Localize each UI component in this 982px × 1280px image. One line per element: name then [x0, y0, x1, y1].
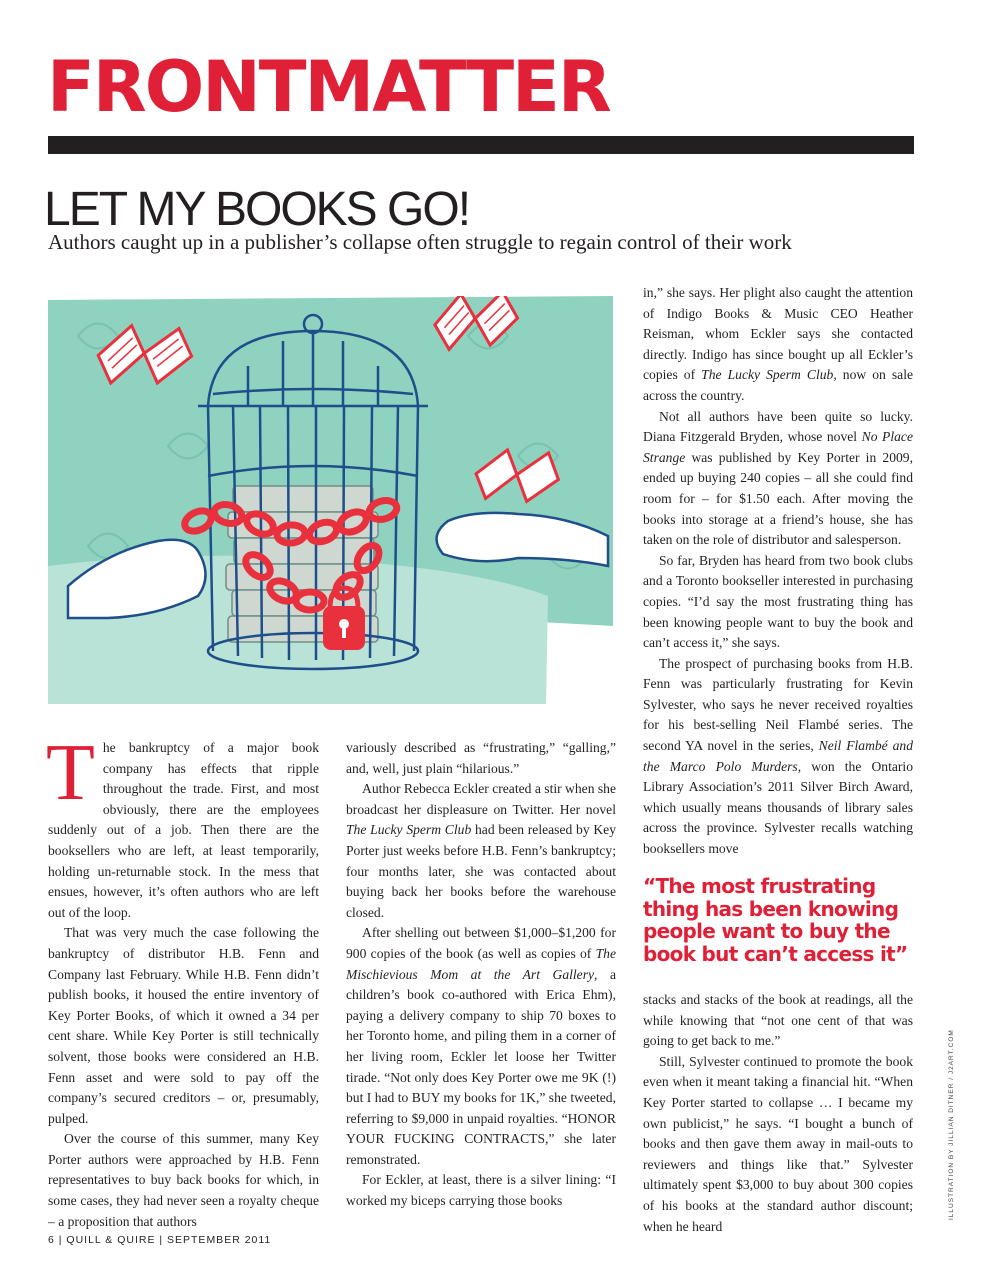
paragraph: So far, Bryden has heard from two book clubs and a Toronto bookseller interested in purchasing copies. “I’d say the most frustrating thing has been knowing people want to buy the book and can’t access it,” she says. — [643, 552, 913, 651]
paragraph: That was very much the case following the bankruptcy of distributor H.B. Fenn and Company last February. While H.B. Fenn didn’t publish books, it housed the entire inventory of Key Porter Books, of which it owned a 34 per cent share. While Key Porter is still technically solvent, those books were considered an H.B. Fenn asset and were sold to pay off the company’s secured creditors – or, presumably, pulped. — [48, 925, 319, 1126]
paragraph: The bankruptcy of a major book company has effects that ripple throughout the trade. First, and most obviously, there are the employees suddenly out of a job. Then there are the booksellers who are left, at least temporarily, holding un-returnable stock. In the mess that ensues, however, it’s often authors who are left out of the loop. — [46, 729, 319, 920]
book-title: The Lucky Sperm Club — [701, 367, 834, 383]
illustration-birdcage — [48, 296, 613, 704]
paragraph: For Eckler, at least, there is a silver lining: “I worked my biceps carrying those books — [346, 1172, 616, 1209]
section-label: FRONTMATTER — [47, 46, 610, 128]
headline: LET MY BOOKS GO! — [44, 183, 470, 236]
dek: Authors caught up in a publisher’s collapse often struggle to regain control of their work — [48, 230, 792, 254]
paragraph: Author Rebecca Eckler created a stir when she broadcast her displeasure on Twitter. Her novel The Lucky Sperm Club had been released by Key Porter just weeks before H.B. Fenn’s bankruptcy; four months later, she was contacted about buying back her books before the warehouse closed. — [346, 781, 617, 920]
illustration-credit: ILLUSTRATION BY JILLIAN DITNER / J2ART.COM — [948, 1029, 955, 1220]
page-footer: 6 | QUILL & QUIRE | SEPTEMBER 2011 — [48, 1234, 272, 1246]
header-rule — [48, 136, 914, 154]
body-column-3-top — [643, 283, 913, 860]
paragraph: in,” she says. Her plight also caught the attention of Indigo Books & Music CEO Heather Reisman, whom Eckler says she contacted directly. Indigo has since bought up all Eckler’s copies of The Lucky Sperm Club, now on sale across the country. — [643, 285, 914, 403]
body-column-1 — [46, 729, 319, 1232]
paragraph: The prospect of purchasing books from H.B. Fenn was particularly frustrating for Kevin Sylvester, who says he never received royalties for his best-selling Neil Flambé series. The second YA novel in the series, Neil Flambé and the Marco Polo Murders, won the Ontario Library Association’s 2011 Silver Birch Award, which usually means thousands of library sales across the province. Sylvester recalls watching booksellers move — [643, 655, 914, 857]
paragraph: After shelling out between $1,000–$1,200 for 900 copies of the book (as well as copies of The Mischievious Mom at the Art Gallery, a children’s book co-authored with Erica Ehm), paying a delivery company to ship 70 boxes to her Toronto home, and piling them in a corner of her living room, Eckler let loose her Twitter tirade. “Not only does Key Porter owe me 9K (!) but I had to BUY my books for 1K,” she tweeted, referring to $9,000 in unpaid royalties. “HONOR YOUR FUCKING CONTRACTS,” she later remonstrated. — [346, 925, 616, 1167]
paragraph: Still, Sylvester continued to promote the book even when it meant taking a financial hit. “When Key Porter started to collapse … I became my own publicist,” he says. “I bought a bunch of books and then gave them away in mail-outs to reviewers and things like that.” Sylvester ultimately spent $3,000 to buy about 300 copies of his books at the standard author discount; when he heard — [643, 1053, 913, 1234]
body-column-2 — [346, 738, 616, 1212]
body-column-3-bottom — [643, 990, 913, 1237]
pull-quote: “The most frustrating thing has been knowing people want to buy the book but can’t access it” — [643, 874, 908, 966]
book-title: Neil Flambé and the Marco Polo Murders — [643, 738, 913, 774]
book-title: The Lucky Sperm Club — [346, 822, 472, 838]
paragraph: Not all authors have been quite so lucky. Diana Fitzgerald Bryden, whose novel No Place Strange was published by Key Porter in 2009, ended up buying 240 copies – all she could find room for – for $1.50 each. After moving the books into storage at a friend’s house, she has taken on the role of distributor and salesperson. — [643, 408, 913, 548]
book-title: The Mischievious Mom at the Art Gallery — [346, 945, 616, 982]
paragraph: stacks and stacks of the book at readings, all the while knowing that “not one cent of that was going to get back to me.” — [643, 992, 913, 1049]
paragraph: variously described as “frustrating,” “galling,” and, well, just plain “hilarious.” — [346, 740, 616, 776]
paragraph: Over the course of this summer, many Key Porter authors were approached by H.B. Fenn representatives to buy back books for which, in some cases, they had never seen a royalty cheque – a proposition that authors — [48, 1131, 319, 1229]
book-title: No Place Strange — [643, 429, 913, 465]
drop-cap: T — [46, 729, 95, 817]
